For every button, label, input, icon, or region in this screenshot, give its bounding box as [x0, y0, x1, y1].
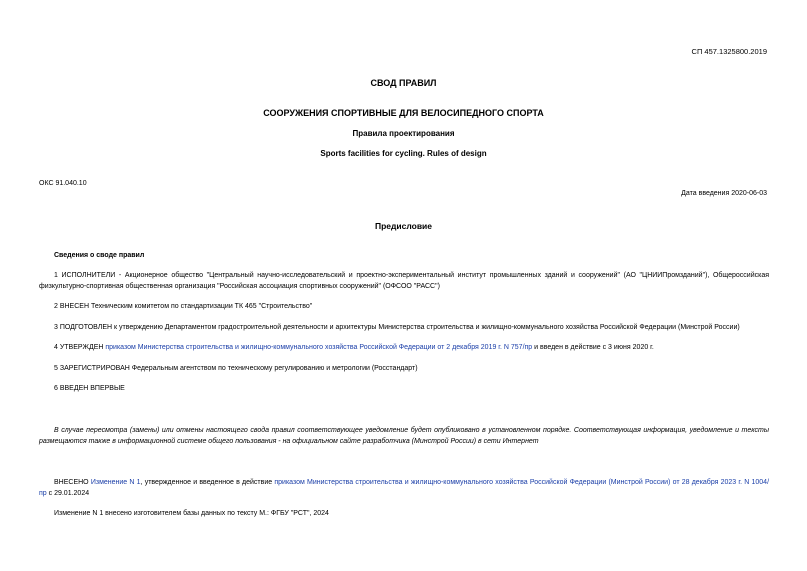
document-subject-title: СООРУЖЕНИЯ СПОРТИВНЫЕ ДЛЯ ВЕЛОСИПЕДНОГО СПОРТА: [263, 108, 544, 118]
document-type-title: СВОД ПРАВИЛ: [370, 78, 437, 88]
revision-notice: В случае пересмотра (замены) или отмены настоящего свода правил соответствующее уведомление будет опубликовано в установленном порядке. Соответствующая информация, уведомление и тексты размещаются также в информационной системе общего пользования - на официальном сайте разработчика (Минстрой России) в сети Интернет: [39, 427, 769, 445]
item-4-prefix: 4 УТВЕРЖДЕН: [54, 344, 106, 351]
item-4-approved: [39, 343, 769, 354]
amendment-prefix: ВНЕСЕНО: [54, 479, 91, 486]
subtitle-english: Sports facilities for cycling. Rules of design: [320, 149, 487, 158]
introduction-date: Дата введения 2020-06-03: [681, 190, 767, 197]
item-4-suffix: и введен в действие с 3 июня 2020 г.: [532, 344, 654, 351]
item-1-executors: 1 ИСПОЛНИТЕЛИ - Акционерное общество "Центральный научно-исследовательский и проектно-экспериментальный институт промышленных зданий и сооружений" (АО "ЦНИИПромзданий"), Общероссийская физкультурно-спортивная общественная организация "Российская ассоциация спортивных сооружений" (ОФСОО "РАСС"): [39, 272, 769, 290]
subtitle-russian: Правила проектирования: [352, 129, 455, 138]
section-heading: Сведения о своде правил: [54, 252, 145, 259]
preface-heading: Предисловие: [374, 221, 433, 231]
item-5-registered: 5 ЗАРЕГИСТРИРОВАН Федеральным агентством по техническому регулированию и метрологии (Росстандарт): [54, 365, 418, 372]
amendment-mid: , утвержденное и введенное в действие: [140, 479, 275, 486]
item-2-submitted: 2 ВНЕСЕН Техническим комитетом по стандартизации ТК 465 "Строительство": [54, 303, 313, 310]
oks-code: ОКС 91.040.10: [39, 180, 87, 187]
amendment-order-link[interactable]: приказом Министерства строительства и жилищно-коммунального хозяйства Российской Федерации (Минстрой России) от 28 декабря 2023 г. N 1004/пр: [39, 479, 770, 497]
footer-note: Изменение N 1 внесено изготовителем базы данных по тексту М.: ФГБУ "РСТ", 2024: [54, 510, 329, 517]
item-6-introduced: 6 ВВЕДЕН ВПЕРВЫЕ: [54, 385, 125, 392]
amendment-suffix: с 29.01.2024: [46, 489, 90, 497]
item-3-prepared: 3 ПОДГОТОВЛЕН к утверждению Департаментом градостроительной деятельности и архитектуры Министерства строительства и жилищно-коммунального хозяйства Российской Федерации (Минстрой России): [54, 324, 740, 331]
document-code: СП 457.1325800.2019: [691, 47, 767, 56]
amendment-1-link[interactable]: Изменение N 1: [90, 479, 141, 486]
amendment-note: [39, 478, 769, 499]
approval-order-link[interactable]: приказом Министерства строительства и жилищно-коммунального хозяйства Российской Федерации от 2 декабря 2019 г. N 757/пр: [105, 344, 533, 351]
